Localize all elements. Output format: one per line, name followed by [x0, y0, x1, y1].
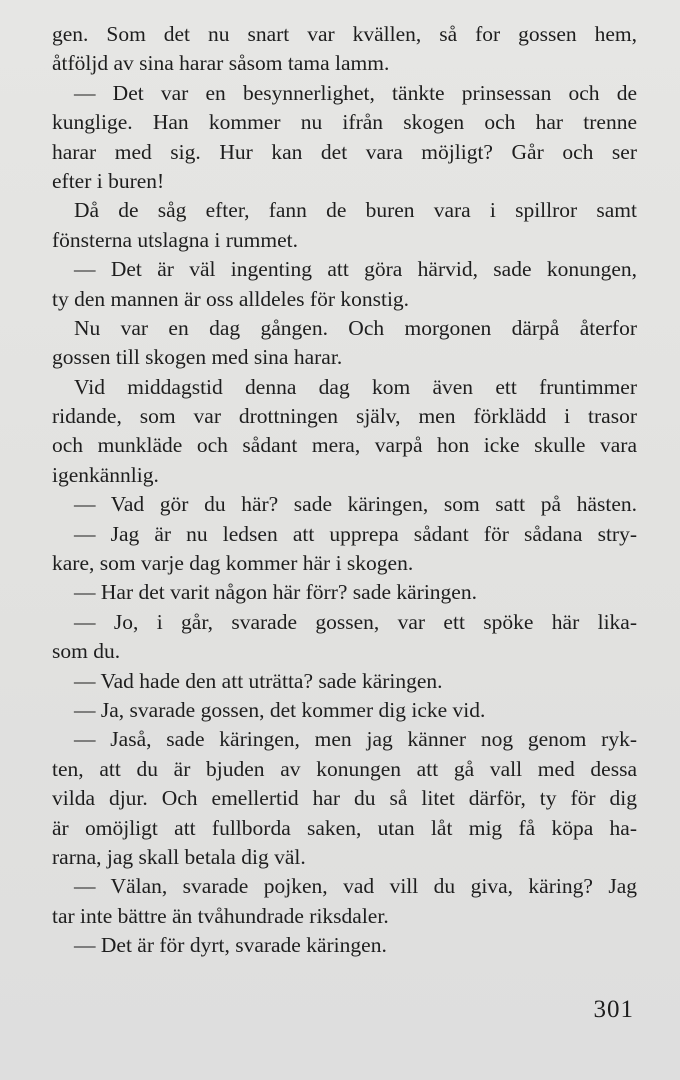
text-line: och munkläde och sådant mera, varpå hon icke skulle vara — [52, 433, 637, 458]
text-line: — Har det varit någon här förr? sade käringen. — [74, 580, 477, 605]
text-line: igenkännlig. — [52, 462, 159, 487]
text-line: vilda djur. Och emellertid har du så litet därför, ty för dig — [52, 786, 637, 811]
text-line: — Vad hade den att uträtta? sade käringen. — [74, 668, 443, 693]
text-line: gen. Som det nu snart var kvällen, så for gossen hem, — [52, 22, 637, 46]
text-line: gossen till skogen med sina harar. — [52, 345, 343, 370]
text-line: som du. — [52, 639, 121, 664]
text-line: — Ja, svarade gossen, det kommer dig icke vid. — [74, 697, 486, 722]
page-number: 301 — [593, 996, 634, 1023]
text-line: — Det är för dyrt, svarade käringen. — [74, 933, 387, 958]
text-line: ten, att du är bjuden av konungen att gå vall med dessa — [52, 756, 637, 781]
text-line: Nu var en dag gången. Och morgonen därpå återfor — [74, 315, 637, 340]
text-line: harar med sig. Hur kan det vara möjligt? Går och ser — [52, 139, 637, 164]
text-line: kare, som varje dag kommer här i skogen. — [52, 551, 414, 576]
text-line: efter i buren! — [52, 168, 165, 193]
text-line: kunglige. Han kommer nu ifrån skogen och har trenne — [52, 110, 637, 135]
text-line: — Jo, i går, svarade gossen, var ett spöke här lika- — [74, 609, 637, 634]
text-line: — Välan, svarade pojken, vad vill du giva, käring? Jag — [74, 874, 637, 899]
text-line: — Det var en besynnerlighet, tänkte prinsessan och de — [74, 80, 637, 105]
text-line: åtföljd av sina harar såsom tama lamm. — [52, 51, 390, 76]
text-line: — Vad gör du här? sade käringen, som satt på hästen. — [74, 492, 637, 517]
text-line: Vid middagstid denna dag kom även ett fruntimmer — [74, 374, 637, 399]
body-text — [52, 20, 637, 961]
text-line: — Det är väl ingenting att göra härvid, sade konungen, — [74, 257, 637, 282]
text-line: tar inte bättre än tvåhundrade riksdaler. — [52, 903, 389, 928]
text-line: ty den mannen är oss alldeles för konstig. — [52, 286, 410, 311]
text-line: fönsterna utslagna i rummet. — [52, 227, 298, 252]
text-line: — Jaså, sade käringen, men jag känner nog genom ryk- — [74, 727, 637, 752]
text-line: är omöjligt att fullborda saken, utan låt mig få köpa ha- — [52, 815, 637, 840]
text-line: ridande, som var drottningen själv, men förklädd i trasor — [52, 404, 637, 429]
text-line: rarna, jag skall betala dig väl. — [52, 844, 306, 869]
text-line: Då de såg efter, fann de buren vara i spillror samt — [74, 198, 637, 223]
text-line: — Jag är nu ledsen att upprepa sådant för sådana stry- — [74, 521, 637, 546]
